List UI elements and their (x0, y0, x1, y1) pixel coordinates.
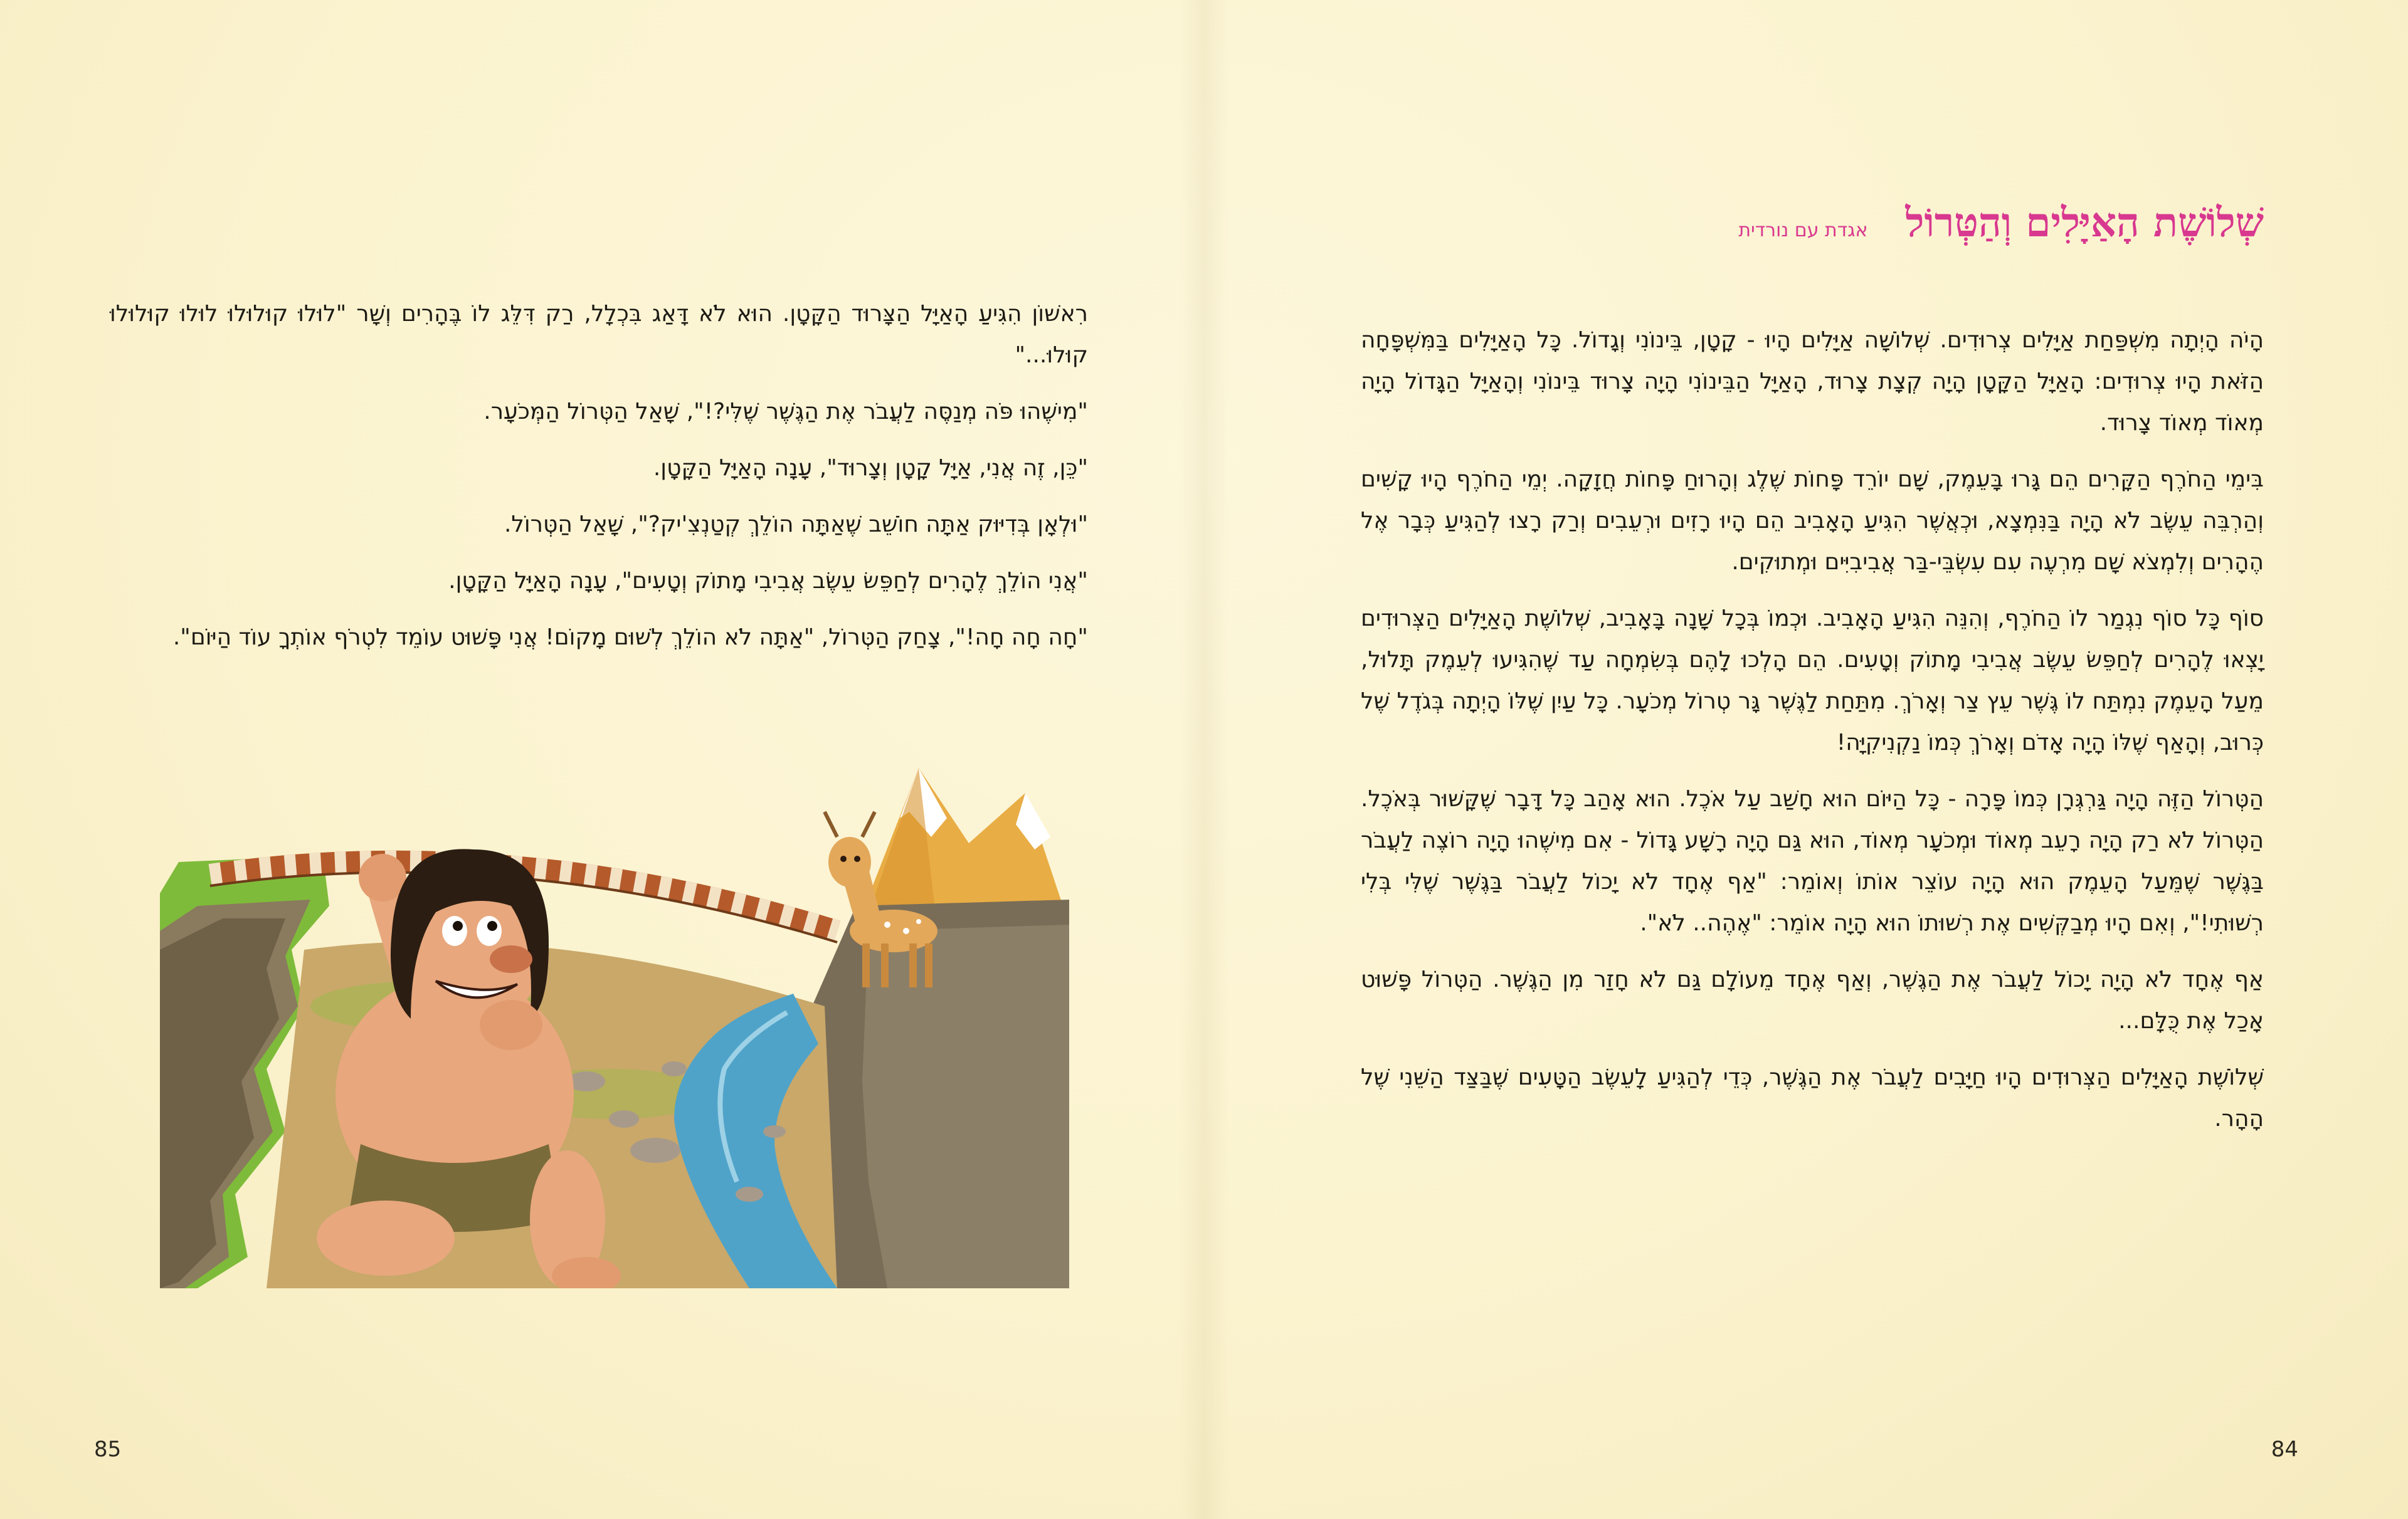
paragraph: "חָה חָה חָה!", צָחַק הַטְּרוֹל, "אַתָּה לֹא הוֹלֵךְ לְשׁוּם מָקוֹם! אֲנִי פָּשׁוּט עוֹמֵד לִטְרֹף אוֹתְךָ עוֹד הַיּוֹם". (172, 624, 1088, 650)
paragraph: הַטְּרוֹל הַזֶּה הָיָה גַּרְגְּרָן כְּמוֹ פָּרָה - כָּל הַיּוֹם הוּא חָשַׁב עַל אֹכֶל. הוּא אָהַב כָּל דָּבָר שֶׁקָּשׁוּר בְּאֹכֶל. הַטְּרוֹל לֹא רַק הָיָה רָעֵב מְאוֹד וּמְכֹעָר מְאוֹד, הוּא גַּם הָיָה רָשָׁע גָּדוֹל - אִם מִישֶׁהוּ הָיָה רוֹצֶה לַעֲבֹר בַּגֶּשֶׁר שֶׁמֵּעַל הָעֵמֶק הוּא הָיָה עוֹצֵר אוֹתוֹ וְאוֹמֵר: "אַף אֶחָד לֹא יָכוֹל לַעֲבֹר בַּגֶּשֶׁר שֶׁלִּי בְּלִי רְשׁוּתִי!", וְאִם הָיוּ מְבַקְּשִׁים אֶת רְשׁוּתוֹ הוּא הָיָה אוֹמֵר: "אֶהֶה.. לֹא". (1361, 786, 2264, 936)
paragraph: "אֲנִי הוֹלֵךְ לֶהָרִים לְחַפֵּשׂ עֵשֶׂב אֲבִיבִי מָתוֹק וְטָעִים", עָנָה הָאַיָּל הַקָּטָן. (448, 568, 1088, 594)
right-cliff (812, 900, 1069, 1288)
right-page (1204, 0, 2408, 1519)
paragraph: אַף אֶחָד לֹא הָיָה יָכוֹל לַעֲבֹר אֶת הַגֶּשֶׁר, וְאַף אֶחָד מֵעוֹלָם גַּם לֹא חָזַר מִן הַגֶּשֶׁר. הַטְּרוֹל פָּשׁוּט אָכַל אֶת כֻּלָּם... (1361, 967, 2264, 1034)
paragraph: "וּלְאָן בְּדִיּוּק אַתָּה חוֹשֵׁב שֶׁאַתָּה הוֹלֵךְ קְטַנְצִ'יק?", שָׁאַל הַטְּרוֹל. (504, 512, 1088, 537)
paragraph: בִּימֵי הַחֹרֶף הַקָּרִים הֵם גָּרוּ בָּעֵמֶק, שָׁם יוֹרֵד פָּחוֹת שֶׁלֶג וְהָרוּחַ פָּחוֹת חֲזָקָה. יְמֵי הַחֹרֶף הָיוּ קָשִׁים וְהַרְבֵּה עֵשֶׂב לֹא הָיָה בַּנִּמְצָא, וּכְאֲשֶׁר הִגִּיעַ הָאָבִיב הֵם הָיוּ רָזִים וּרְעֵבִים וְרַק רָצוּ לְהַגִּיעַ כְּבָר אֶל הֶהָרִים וְלִמְצֹא שָׁם מִרְעֶה עִם עִשְׂבֵּי-בַּר אֲבִיבִיִּים וּמְתוּקִים. (1361, 466, 2264, 575)
right-page-text (1361, 320, 2264, 1155)
paragraph: סוֹף כָּל סוֹף נִגְמַר לוֹ הַחֹרֶף, וְהִנֵּה הִגִּיעַ הָאָבִיב. וּכְמוֹ בְּכָל שָׁנָה בָּאָבִיב, שְׁלוֹשֶׁת הָאַיָּלִים הַצְּרוּדִים יָצְאוּ לֶהָרִים לְחַפֵּשׂ עֵשֶׂב אֲבִיבִי מָתוֹק וְטָעִים. הֵם הָלְכוּ לָהֶם בְּשִׂמְחָה עַד שֶׁהִגִּיעוּ לְעֵמֶק תָּלוּל, מֵעַל הָעֵמֶק נִמְתַּח לוֹ גֶּשֶׁר עֵץ צַר וְאָרֹךְ. מִתַּחַת לַגֶּשֶׁר גָּר טְרוֹל מְכֹעָר. כָּל עַיִן שֶׁלּוֹ הָיְתָה בְּגֹדֶל שֶׁל כְּרוּב, וְהָאַף שֶׁלּוֹ הָיָה אָדֹם וְאָרֹךְ כְּמוֹ נַקְנִיקִיָּה! (1361, 606, 2264, 755)
title-row (1354, 199, 2264, 246)
page-number-left: 85 (94, 1437, 122, 1462)
paragraph: "מִישֶׁהוּ פֹּה מְנַסֶּה לַעֲבֹר אֶת הַגֶּשֶׁר שֶׁלִּי?!", שָׁאַל הַטְּרוֹל הַמְּכֹעָר. (483, 399, 1088, 424)
left-page-text (110, 293, 1088, 673)
paragraph: שְׁלוֹשֶׁת הָאַיָּלִים הַצְּרוּדִים הָיוּ חַיָּבִים לַעֲבֹר אֶת הַגֶּשֶׁר, כְּדֵי לְהַגִּיעַ לָעֵשֶׂב הַטָּעִים שֶׁבַּצַּד הַשֵּׁנִי שֶׁל הָהָר. (1361, 1064, 2264, 1132)
page-number-right: 84 (2271, 1437, 2298, 1462)
story-title: שְׁלוֹשֶׁת הָאַיָּלִים וְהַטְּרוֹל (1905, 199, 2264, 246)
paragraph: רִאשׁוֹן הִגִּיעַ הָאַיָּל הַצָּרוּד הַקָּטָן. הוּא לֹא דָּאַג בִּכְלָל, רַק דִּלֵּג לוֹ בֶּהָרִים וְשָׁר "לוּלוּ קוּלוּלוּ לוּלוּ קוּלוּלוּ קוּלוּ..." (110, 301, 1088, 368)
paragraph: "כֵּן, זֶה אֲנִי, אַיָּל קָטָן וְצָרוּד", עָנָה הָאַיָּל הַקָּטָן. (653, 455, 1088, 481)
story-subtitle: אגדת עם נורדית (1738, 219, 1868, 241)
troll-under-bridge-illustration (160, 743, 1069, 1288)
paragraph: הָיֹה הָיְתָה מִשְׁפַּחַת אַיָּלִים צְרוּדִים. שְׁלוֹשָׁה אַיָּלִים הָיוּ - קָטָן, בֵּינוֹנִי וְגָדוֹל. כָּל הָאַיָּלִים בַּמִּשְׁפָּחָה הַזֹּאת הָיוּ צְרוּדִים: הָאַיָּל הַקָּטָן הָיָה קְצָת צָרוּד, הָאַיָּל הַבֵּינוֹנִי הָיָה צָרוּד בֵּינוֹנִי וְהָאַיָּל הַגָּדוֹל הָיָה מְאוֹד מְאוֹד צָרוּד. (1361, 327, 2264, 436)
